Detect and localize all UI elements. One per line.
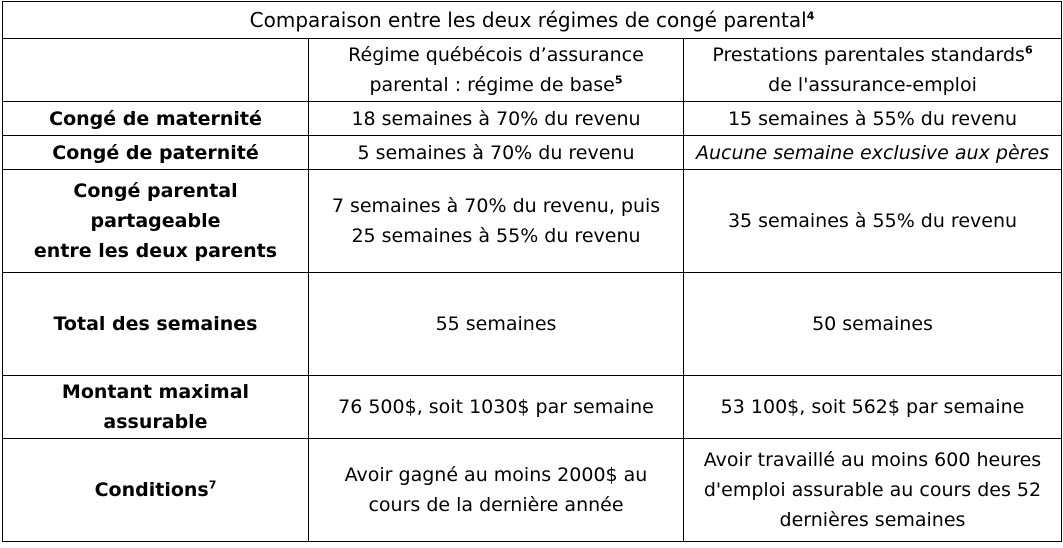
cell-total-qc: 55 semaines bbox=[309, 273, 684, 376]
cell-montant-ae: 53 100$, soit 562$ par semaine bbox=[684, 376, 1062, 439]
cell-montant-qc: 76 500$, soit 1030$ par semaine bbox=[309, 376, 684, 439]
column-header-qc-line1: Régime québécois d’assurance bbox=[348, 44, 644, 66]
row-label-montant bbox=[3, 376, 309, 439]
cell-conditions-qc-line2: cours de la dernière année bbox=[368, 494, 624, 516]
footnote-marker: 4 bbox=[806, 9, 815, 23]
cell-conditions-ae-line1: Avoir travaillé au moins 600 heures bbox=[703, 449, 1042, 471]
row-label-montant-line2: assurable bbox=[103, 411, 208, 433]
title-row bbox=[3, 2, 1062, 39]
column-header-qc-line2: parental : régime de base$^5$ bbox=[369, 73, 623, 96]
table-row-maternite bbox=[3, 102, 1062, 136]
cell-total-ae: 50 semaines bbox=[684, 273, 1062, 376]
table-row-montant bbox=[3, 376, 1062, 439]
cell-conditions-ae-line3: dernières semaines bbox=[779, 509, 966, 531]
row-label-paternite: Congé de paternité bbox=[3, 136, 309, 170]
cell-conditions-ae-line2: d'emploi assurable au cours des 52 bbox=[703, 479, 1042, 501]
comparison-table bbox=[2, 1, 1062, 542]
cell-paternite-ae: Aucune semaine exclusive aux pères bbox=[684, 136, 1062, 170]
cell-maternite-qc: 18 semaines à 70% du revenu bbox=[309, 102, 684, 136]
row-label-montant-line1: Montant maximal bbox=[61, 381, 250, 403]
column-header-ae bbox=[684, 39, 1062, 102]
table-row-paternite bbox=[3, 136, 1062, 170]
footnote-marker: 5 bbox=[614, 73, 623, 87]
cell-partageable-qc bbox=[309, 170, 684, 273]
column-header-qc bbox=[309, 39, 684, 102]
table-row-total bbox=[3, 273, 1062, 376]
cell-partageable-ae: 35 semaines à 55% du revenu bbox=[684, 170, 1062, 273]
cell-conditions-qc-line1: Avoir gagné au moins 2000$ au bbox=[344, 464, 648, 486]
cell-paternite-qc: 5 semaines à 70% du revenu bbox=[309, 136, 684, 170]
footnote-marker: 6 bbox=[1024, 43, 1033, 57]
table-row-partageable bbox=[3, 170, 1062, 273]
row-label-maternite: Congé de maternité bbox=[3, 102, 309, 136]
row-label-total: Total des semaines bbox=[3, 273, 309, 376]
row-label-conditions: Conditions$^7$ bbox=[3, 439, 309, 542]
column-header-ae-line2: de l'assurance-emploi bbox=[768, 74, 977, 96]
table-row-conditions bbox=[3, 439, 1062, 542]
row-label-partageable-line1: Congé parental partageable bbox=[73, 180, 238, 232]
header-empty-cell bbox=[3, 39, 309, 102]
row-label-partageable-line2: entre les deux parents bbox=[33, 240, 278, 262]
cell-partageable-qc-line1: 7 semaines à 70% du revenu, puis bbox=[331, 195, 661, 217]
row-label-partageable bbox=[3, 170, 309, 273]
table-title-text: Comparaison entre les deux régimes de congé parental bbox=[249, 8, 807, 32]
cell-maternite-ae: 15 semaines à 55% du revenu bbox=[684, 102, 1062, 136]
cell-partageable-qc-line2: 25 semaines à 55% du revenu bbox=[351, 225, 641, 247]
column-header-ae-line1: Prestations parentales standards$^6$ bbox=[712, 43, 1033, 66]
cell-conditions-qc bbox=[309, 439, 684, 542]
cell-conditions-ae bbox=[684, 439, 1062, 542]
table-title bbox=[3, 2, 1062, 39]
footnote-marker: 7 bbox=[208, 478, 217, 492]
header-row bbox=[3, 39, 1062, 102]
